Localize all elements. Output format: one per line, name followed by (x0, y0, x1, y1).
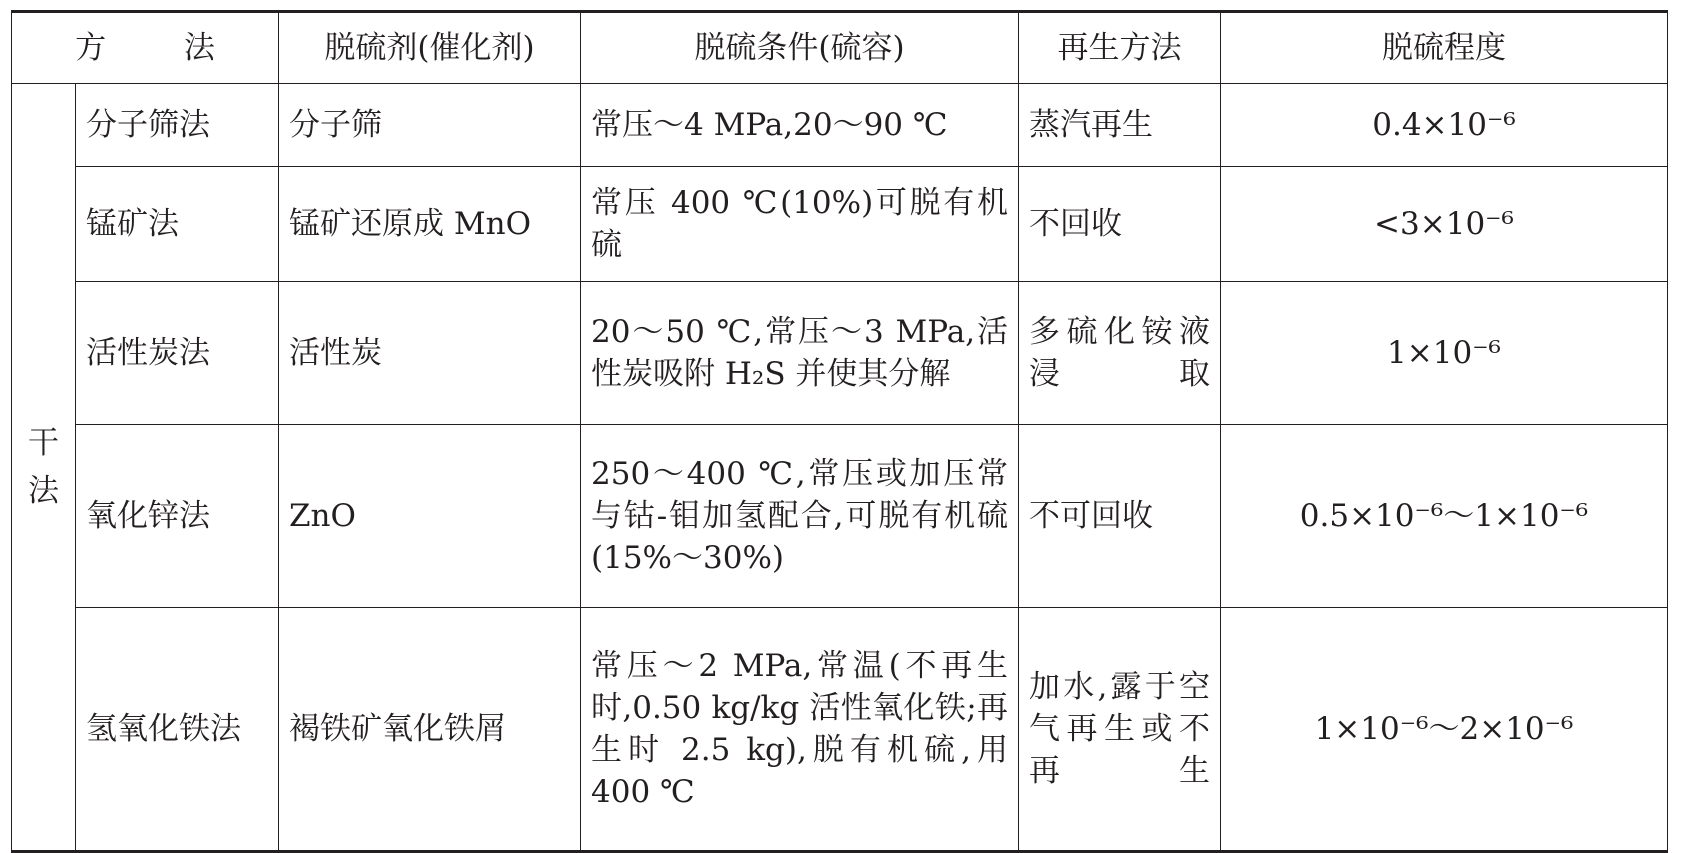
agent-cell: 分子筛 (279, 84, 581, 167)
method-cell: 锰矿法 (76, 167, 279, 282)
desulfurization-methods-table (11, 10, 1668, 853)
group-label: 干法 (28, 425, 59, 509)
header-degree: 脱硫程度 (1221, 12, 1668, 84)
table-row (12, 282, 1668, 425)
regeneration-cell: 不回收 (1019, 167, 1221, 282)
regeneration-cell: 蒸汽再生 (1019, 84, 1221, 167)
conditions-cell: 常压～4 MPa,20～90 ℃ (581, 84, 1019, 167)
degree-cell: 0.4×10⁻⁶ (1221, 84, 1668, 167)
table-row (12, 167, 1668, 282)
method-cell: 氢氧化铁法 (76, 608, 279, 852)
group-label-cell (12, 84, 76, 852)
method-cell: 氧化锌法 (76, 425, 279, 608)
header-method: 方 法 (12, 12, 279, 84)
degree-cell: 1×10⁻⁶ (1221, 282, 1668, 425)
header-agent: 脱硫剂(催化剂) (279, 12, 581, 84)
conditions-cell: 20～50 ℃,常压～3 MPa,活性炭吸附 H₂S 并使其分解 (581, 282, 1019, 425)
header-row (12, 12, 1668, 84)
regeneration-cell: 不可回收 (1019, 425, 1221, 608)
table-row (12, 608, 1668, 852)
table-row (12, 425, 1668, 608)
desulfurization-table-container (11, 10, 1667, 853)
agent-cell: ZnO (279, 425, 581, 608)
conditions-cell: 常压～2 MPa,常温(不再生时,0.50 kg/kg 活性氧化铁;再生时 2.5 kg),脱有机硫,用 400 ℃ (581, 608, 1019, 852)
degree-cell: 0.5×10⁻⁶～1×10⁻⁶ (1221, 425, 1668, 608)
method-cell: 活性炭法 (76, 282, 279, 425)
header-conditions: 脱硫条件(硫容) (581, 12, 1019, 84)
regeneration-cell: 加水,露于空气再生或不再生 (1019, 608, 1221, 852)
degree-cell: 1×10⁻⁶～2×10⁻⁶ (1221, 608, 1668, 852)
agent-cell: 活性炭 (279, 282, 581, 425)
regeneration-cell: 多硫化铵液浸取 (1019, 282, 1221, 425)
method-cell: 分子筛法 (76, 84, 279, 167)
conditions-cell: 250～400 ℃,常压或加压常与钴-钼加氢配合,可脱有机硫(15%～30%) (581, 425, 1019, 608)
header-regeneration: 再生方法 (1019, 12, 1221, 84)
agent-cell: 褐铁矿氧化铁屑 (279, 608, 581, 852)
table-row (12, 84, 1668, 167)
agent-cell: 锰矿还原成 MnO (279, 167, 581, 282)
conditions-cell: 常压 400 ℃(10%)可脱有机硫 (581, 167, 1019, 282)
degree-cell: <3×10⁻⁶ (1221, 167, 1668, 282)
